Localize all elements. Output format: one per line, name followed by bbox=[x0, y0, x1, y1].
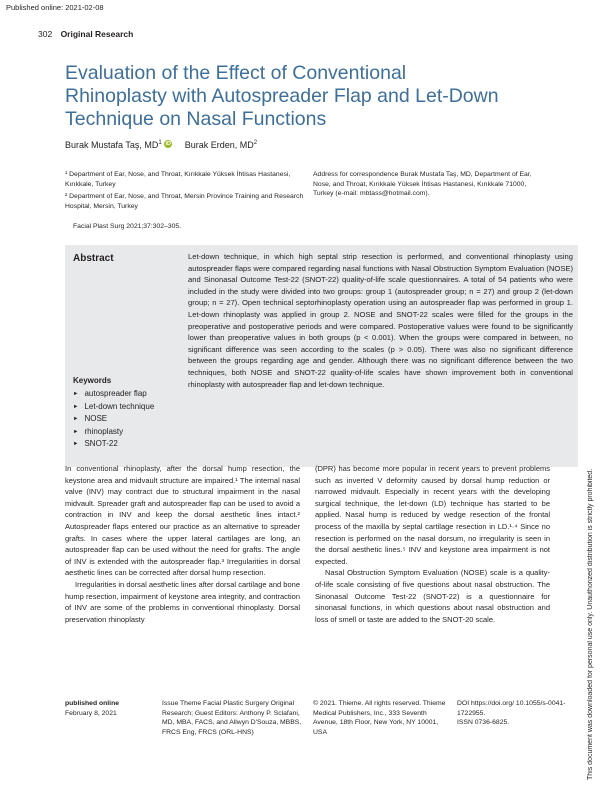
article-title: Evaluation of the Effect of Conventional Rhinoplasty with Autospreader Flap and Let-Down Technique on Nasal Functions bbox=[65, 62, 499, 130]
side-notice: This document was downloaded for personal use only. Unauthorized distribution is strictly prohibited. bbox=[587, 468, 594, 780]
footer-copyright: © 2021. Thieme. All rights reserved. Thieme Medical Publishers, Inc., 333 Seventh Avenue, 18th Floor, New York, NY 10001, USA bbox=[313, 700, 446, 736]
affiliation-1: ¹ Department of Ear, Nose, and Throat, Kırıkkale Yüksek İhtisas Hastanesi, Kırıkkale, Turkey bbox=[65, 171, 291, 188]
author-line bbox=[65, 140, 257, 150]
keywords-list bbox=[73, 388, 154, 451]
page-number: 302 bbox=[38, 29, 53, 39]
affiliation-2: ² Department of Ear, Nose, and Throat, Mersin Province Training and Research Hospital, Mersin, Turkey bbox=[65, 193, 304, 210]
keyword-item: ► Let-down technique bbox=[73, 401, 154, 414]
published-online-header: Published online: 2021-02-08 bbox=[6, 3, 104, 12]
author-2-affil: 2 bbox=[253, 140, 258, 146]
keywords-heading: Keywords bbox=[73, 376, 112, 385]
footer-issn: ISSN 0736-6825. bbox=[457, 719, 510, 726]
citation: Facial Plast Surg 2021;37:302–305. bbox=[73, 223, 182, 230]
body-paragraph: (DPR) has become more popular in recent years to prevent problems such as inverted V deformity caused by dorsal hump reduction or narrowed midvault. Especially in recent years with the developing surgical technique, the let-down (LD) technique has started to be applied. Nasal hump is reduced by wedge resection of the frontal process of the maxilla by septal cartilage resection in LD.¹·⁴ Since no resection is performed on the nasal dorsum, no irregularity is seen in the dorsal aesthetic lines.⁵ INV and keystone area impairment is not expected. bbox=[315, 464, 550, 566]
body-paragraph: In conventional rhinoplasty, after the dorsal hump resection, the keystone area and midvault structure are impaired.¹ The internal nasal valve (INV) may contract due to structural impairment in the nasal midvault. Spreader graft and autospreader flap can be used to avoid a contraction in INV and keep the dorsal aesthetic lines intact.² Autospreader flaps entered our practice as an alternative to spreader grafts. In cases where the upper lateral cartilages are long, an autospreader flap can be used without the need for grafts. The angle of INV is extended with the autospreader flap.³ Irregularities in dorsal aesthetic lines can be corrected after dorsal hump resection. bbox=[65, 464, 300, 578]
author-2: Burak Erden, MD bbox=[184, 140, 254, 150]
footer-doi-block bbox=[457, 699, 567, 728]
footer-published bbox=[65, 699, 155, 718]
correspondence-address: Address for correspondence Burak Mustafa Taş, MD, Department of Ear, Nose, and Throat, Kırıkkale Yüksek İhtisas Hastanesi, Kırıkkale 71000, Turkey (e-mail: mbtass@hotmail.com). bbox=[313, 171, 532, 197]
abstract-heading: Abstract bbox=[73, 253, 114, 264]
body-column-left bbox=[65, 463, 300, 625]
body-paragraph: Nasal Obstruction Symptom Evaluation (NOSE) scale is a quality-of-life scale consisting of five questions about nasal obstruction. The Sinonasal Outcome Test-22 (SNOT-22) is a questionnaire for sinonasal functions, in which questions about nasal obstruction and loss of smell or taste are added to the SNOT-20 scale. bbox=[315, 568, 550, 624]
footer-published-date: February 8, 2021 bbox=[65, 709, 117, 717]
keyword-item: ► rhinoplasty bbox=[73, 426, 154, 439]
keyword-item: ► SNOT-22 bbox=[73, 438, 154, 451]
author-1-affil: 1 bbox=[158, 140, 162, 146]
keyword-item: ► NOSE bbox=[73, 413, 154, 426]
footer-doi[interactable]: DOI https://doi.org/ 10.1055/s-0041-1722955. bbox=[457, 700, 566, 717]
running-head bbox=[38, 29, 133, 39]
keyword-item: ► autospreader flap bbox=[73, 388, 154, 401]
author-1: Burak Mustafa Taş, MD bbox=[65, 140, 159, 150]
footer-published-label: published online bbox=[65, 700, 119, 707]
body-column-right bbox=[315, 463, 550, 625]
abstract-text: Let-down technique, in which high septal strip resection is performed, and conventional rhinoplasty using autospreader flaps were compared regarding nasal functions with Nasal Obstruction Symptom Evaluation (NOSE) and Sinonasal Outcome Test-22 (SNOT-22) quality-of-life scale questionnaires. A total of 54 patients who were included in the study were divided into two groups: group 1 (autospreader group; n = 27) and group 2 (let-down group; n = 27). Open technical septorhinoplasty operation using an autospreader flap was performed in group 1. Let-down rhinoplasty was applied in group 2. NOSE and SNOT-22 scales were filled for the groups in the preoperative and postoperative periods and were compared. Postoperative values were found to be significantly lower than preoperative values in both groups (p < 0.001). When the groups were compared in between, no significant difference was seen according to the scales (p > 0.05). There was also no significant difference between the groups regarding age and gender. Although there was no significant difference between the two techniques, both NOSE and SNOT-22 quality-of-life scales have shown improvement both in conventional rhinoplasty with autospreader flap and let-down technique. bbox=[188, 252, 573, 389]
body-paragraph: Irregularities in dorsal aesthetic lines after dorsal cartilage and bone hump resection, impairment of keystone area integrity, and contraction of INV are some of the problems in conventional rhinoplasty. Dorsal preservation rhinoplasty bbox=[65, 579, 300, 624]
footer-issue: Issue Theme Facial Plastic Surgery Original Research; Guest Editors: Anthony P. Sclafani, MD, MBA, FACS, and Allwyn D'Souza, MBBS, FRCS Eng, FRCS (ORL-HNS) bbox=[162, 700, 302, 736]
orcid-icon[interactable]: iD bbox=[165, 141, 171, 147]
affiliations bbox=[65, 170, 305, 214]
section-label: Original Research bbox=[60, 29, 134, 39]
